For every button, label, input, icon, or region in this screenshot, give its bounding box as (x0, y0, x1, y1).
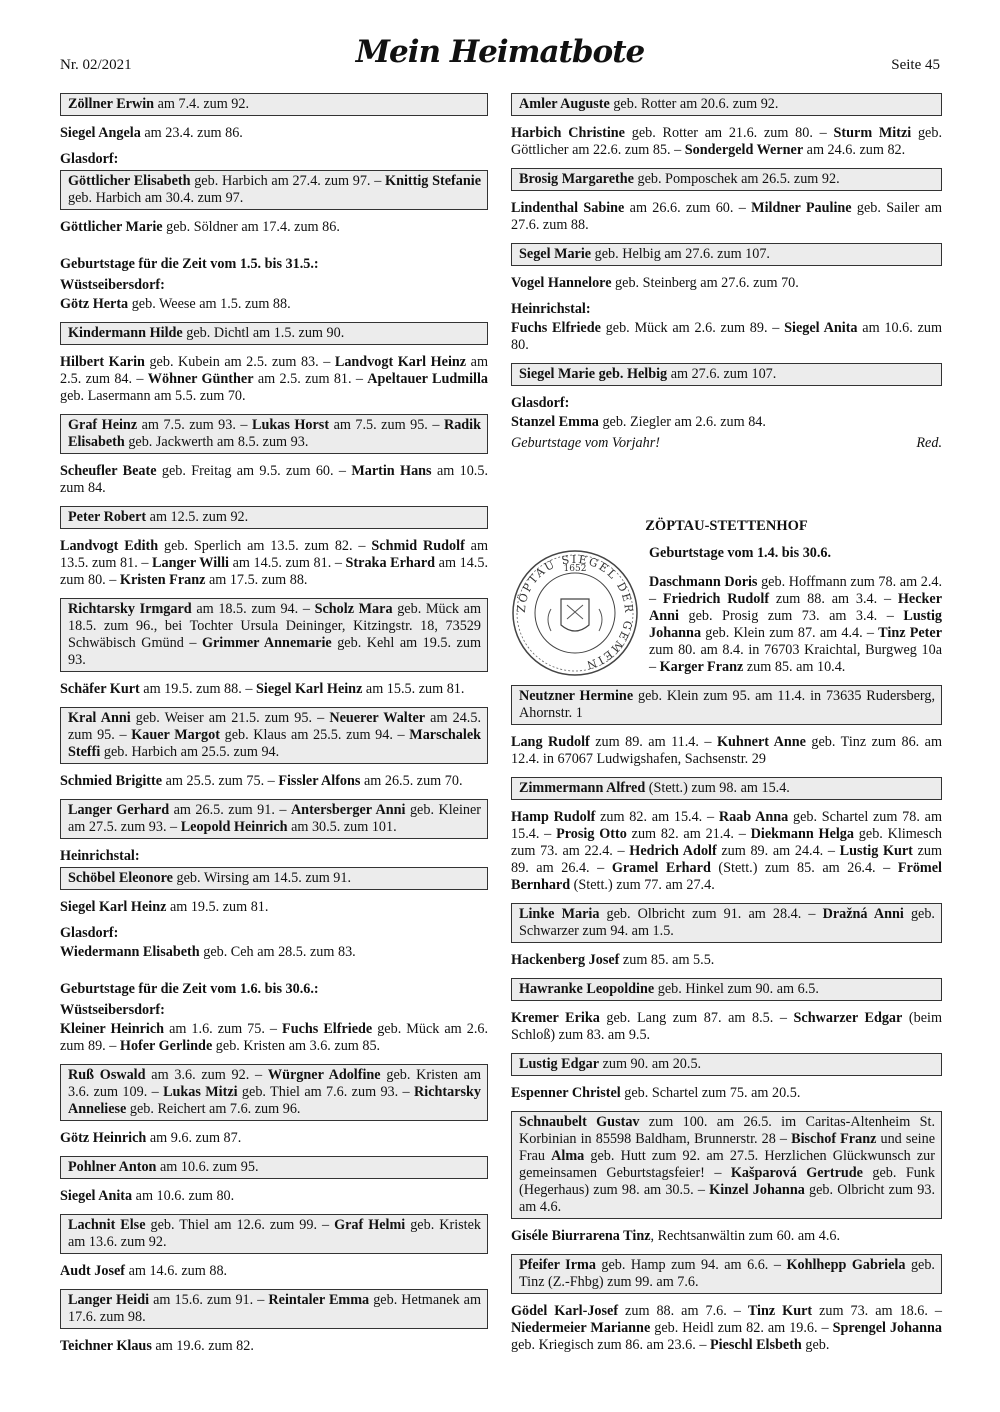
birthday-box: Linke Maria geb. Olbricht zum 91. am 28.4. – Dražná Anni geb. Schwarzer zum 94. am 1.5. (511, 903, 942, 943)
zoeptau-intro (511, 545, 942, 685)
section-heading: Geburtstage für die Zeit vom 1.6. bis 30.6.: (60, 981, 319, 997)
location-heading: Heinrichstal: (60, 848, 140, 864)
location-heading: Glasdorf: (60, 925, 119, 941)
birthday-box: Peter Robert am 12.5. zum 92. (60, 506, 488, 529)
birthday-entry: Gödel Karl-Josef zum 88. am 7.6. – Tinz Kurt zum 73. am 18.6. – Niedermeier Marianne geb. Heidl zum 82. am 19.6. – Sprengel Johanna geb. Kriegisch zum 86. am 23.6. – Pieschl Elsbeth geb. (511, 1303, 943, 1353)
birthday-entry: Hamp Rudolf zum 82. am 15.4. – Raab Anna geb. Schartel zum 78. am 15.4. – Prosig Otto zum 82. am 21.4. – Diekmann Helga geb. Klimesch zum 73. am 22.4. – Hedrich Adolf zum 89. am 24.4. – Lustig Kurt zum 89. am 26.4. – Gramel Erhard (Stett.) zum 85. am 26.4. – Frömel Bernhard (Stett.) zum 77. am 27.4. (511, 809, 943, 893)
birthday-box: Langer Heidi am 15.6. zum 91. – Reintaler Emma geb. Hetmanek am 17.6. zum 98. (60, 1289, 488, 1329)
birthday-entry: Siegel Angela am 23.4. zum 86. (60, 125, 243, 141)
birthday-box: Segel Marie geb. Helbig am 27.6. zum 107. (511, 243, 942, 266)
birthday-box: Pfeifer Irma geb. Hamp zum 94. am 6.6. – Kohlhepp Gabriela geb. Tinz (Z.-Fhbg) zum 99. am 7.6. (511, 1254, 942, 1294)
birthday-box: Kral Anni geb. Weiser am 21.5. zum 95. – Neuerer Walter am 24.5. zum 95. – Kauer Margot geb. Klaus am 25.5. zum 94. – Marschalek Steffi geb. Harbich am 25.5. zum 94. (60, 707, 488, 764)
birthday-entry: Lang Rudolf zum 89. am 11.4. – Kuhnert Anne geb. Tinz zum 86. am 12.4. in 67067 Ludwigshafen, Sachsenstr. 29 (511, 734, 942, 767)
birthday-entry: Siegel Anita am 10.6. zum 80. (60, 1188, 235, 1204)
birthday-entry: Harbich Christine geb. Rotter am 21.6. zum 80. – Sturm Mitzi geb. Göttlicher am 22.6. zum 85. – Sondergeld Werner am 24.6. zum 82. (511, 125, 942, 158)
left-column (60, 93, 488, 1364)
birthday-entry: Kleiner Heinrich am 1.6. zum 75. – Fuchs Elfriede geb. Mück am 2.6. zum 89. – Hofer Gerlinde geb. Kristen am 3.6. zum 85. (60, 1021, 489, 1054)
page-number: Seite 45 (891, 57, 940, 73)
birthday-box: Kindermann Hilde geb. Dichtl am 1.5. zum 90. (60, 322, 488, 345)
birthday-box: Pohlner Anton am 10.6. zum 95. (60, 1156, 488, 1179)
note-text: Geburtstage vom Vorjahr! (511, 435, 660, 451)
location-heading: Wüstseibersdorf: (60, 1002, 165, 1018)
birthday-box: Langer Gerhard am 26.5. zum 91. – Antersberger Anni geb. Kleiner am 27.5. zum 93. – Leopold Heinrich am 30.5. zum 101. (60, 799, 488, 839)
birthday-entry: Stanzel Emma geb. Ziegler am 2.6. zum 84. (511, 414, 766, 430)
seal-year: 1652 (563, 564, 587, 574)
birthday-entry: Göttlicher Marie geb. Söldner am 17.4. zum 86. (60, 219, 340, 235)
birthday-entry: Landvogt Edith geb. Sperlich am 13.5. zum 82. – Schmid Rudolf am 13.5. zum 81. – Langer Willi am 14.5. zum 81. – Straka Erhard am 14.5. zum 80. – Kristen Franz am 17.5. zum 88. (60, 538, 489, 588)
birthday-entry: Kremer Erika geb. Lang zum 87. am 8.5. – Schwarzer Edgar (beim Schloß) zum 83. am 9.5. (511, 1010, 943, 1043)
birthday-entry: Espenner Christel geb. Schartel zum 75. am 20.5. (511, 1085, 801, 1101)
birthday-entry: Schmied Brigitte am 25.5. zum 75. – Fissler Alfons am 26.5. zum 70. (60, 773, 463, 789)
birthday-entry: Hilbert Karin geb. Kubein am 2.5. zum 83. – Landvogt Karl Heinz am 2.5. zum 84. – Wöhner Günther am 2.5. zum 81. – Apeltauer Ludmilla geb. Lasermann am 5.5. zum 70. (60, 354, 488, 404)
page-header (60, 30, 940, 80)
birthday-box: Graf Heinz am 7.5. zum 93. – Lukas Horst am 7.5. zum 95. – Radik Elisabeth geb. Jackwerth am 8.5. zum 93. (60, 414, 488, 454)
birthday-box: Lachnit Else geb. Thiel am 12.6. zum 99. – Graf Helmi geb. Kristek am 13.6. zum 92. (60, 1214, 488, 1254)
birthday-box: Ruß Oswald am 3.6. zum 92. – Würgner Adolfine geb. Kristen am 3.6. zum 109. – Lukas Mitzi geb. Thiel am 7.6. zum 93. – Richtarsky Anneliese geb. Reichert am 7.6. zum 96. (60, 1064, 488, 1121)
zoeptau-subheading: Geburtstage vom 1.4. bis 30.6. (649, 545, 832, 561)
birthday-box: Richtarsky Irmgard am 18.5. zum 94. – Scholz Mara geb. Mück am 18.5. zum 96., bei Tochter Ursula Deininger, Kitzingstr. 18, 73529 Schwäbisch Gmünd – Grimmer Annemarie geb. Kehl am 19.5. zum 93. (60, 598, 488, 672)
birthday-entry: Schäfer Kurt am 19.5. zum 88. – Siegel Karl Heinz am 15.5. zum 81. (60, 681, 465, 697)
birthday-entry: Audt Josef am 14.6. zum 88. (60, 1263, 228, 1279)
seal-inscription: ZÖPTAU SIEGEL DER GEMEIN (514, 552, 636, 673)
birthday-entry: Teichner Klaus am 19.6. zum 82. (60, 1338, 254, 1354)
issue-number: Nr. 02/2021 (60, 57, 132, 73)
birthday-box: Göttlicher Elisabeth geb. Harbich am 27.4. zum 97. – Knittig Stefanie geb. Harbich am 30.4. zum 97. (60, 170, 488, 210)
location-heading: Glasdorf: (60, 151, 119, 167)
birthday-box: Zöllner Erwin am 7.4. zum 92. (60, 93, 488, 116)
right-column (511, 93, 942, 1363)
birthday-entry: Lindenthal Sabine am 26.6. zum 60. – Mildner Pauline geb. Sailer am 27.6. zum 88. (511, 200, 942, 233)
birthday-entry: Siegel Karl Heinz am 19.5. zum 81. (60, 899, 269, 915)
editor-note (511, 435, 942, 452)
birthday-entry: Giséle Biurrarena Tinz, Rechtsanwältin zum 60. am 4.6. (511, 1228, 841, 1244)
birthday-entry: Fuchs Elfriede geb. Mück am 2.6. zum 89. – Siegel Anita am 10.6. zum 80. (511, 320, 942, 353)
birthday-box: Hawranke Leopoldine geb. Hinkel zum 90. am 6.5. (511, 978, 942, 1001)
municipal-seal-icon (511, 549, 639, 677)
location-heading: Wüstseibersdorf: (60, 277, 165, 293)
birthday-box: Zimmermann Alfred (Stett.) zum 98. am 15.4. (511, 777, 942, 800)
birthday-entry: Wiedermann Elisabeth geb. Ceh am 28.5. zum 83. (60, 944, 356, 960)
section-heading: Geburtstage für die Zeit vom 1.5. bis 31.5.: (60, 256, 319, 272)
birthday-box: Lustig Edgar zum 90. am 20.5. (511, 1053, 942, 1076)
birthday-entry: Götz Heinrich am 9.6. zum 87. (60, 1130, 242, 1146)
birthday-entry: Hackenberg Josef zum 85. am 5.5. (511, 952, 715, 968)
birthday-box: Neutzner Hermine geb. Klein zum 95. am 11.4. in 73635 Rudersberg, Ahornstr. 1 (511, 685, 942, 725)
birthday-box: Amler Auguste geb. Rotter am 20.6. zum 92. (511, 93, 942, 116)
birthday-entry: Daschmann Doris geb. Hoffmann zum 78. am 2.4. – Friedrich Rudolf zum 88. am 3.4. – Hecker Anni geb. Prosig zum 73. am 3.4. – Lustig Johanna geb. Klein zum 87. am 4.4. – Tinz Peter zum 80. am 8.4. in 76703 Kraichtal, Burgweg 10a – Karger Franz zum 85. am 10.4. (649, 574, 943, 675)
zoeptau-heading: ZÖPTAU-STETTENHOF (645, 518, 808, 534)
birthday-box: Schöbel Eleonore geb. Wirsing am 14.5. zum 91. (60, 867, 488, 890)
editor-signature: Red. (916, 435, 942, 451)
masthead-logo: Mein Heimatbote (355, 34, 645, 70)
birthday-entry: Vogel Hannelore geb. Steinberg am 27.6. zum 70. (511, 275, 799, 291)
birthday-box: Schnaubelt Gustav zum 100. am 26.5. im Caritas-Altenheim St. Korbinian in 85598 Baldham, Brunnerstr. 28 – Bischof Franz und seine Frau Alma geb. Hutt zum 92. am 27.5. Herzlichen Glückwunsch zur gemeinsamen Geburtstagsfeier! – Kašparová Gertrude geb. Funk (Hegerhaus) zum 98. am 30.5. – Kinzel Johanna geb. Olbricht zum 93. am 4.6. (511, 1111, 942, 1219)
birthday-box: Brosig Margarethe geb. Pomposchek am 26.5. zum 92. (511, 168, 942, 191)
location-heading: Heinrichstal: (511, 301, 591, 317)
birthday-entry: Scheufler Beate geb. Freitag am 9.5. zum 60. – Martin Hans am 10.5. zum 84. (60, 463, 488, 496)
birthday-box: Siegel Marie geb. Helbig am 27.6. zum 107. (511, 363, 942, 386)
location-heading: Glasdorf: (511, 395, 570, 411)
birthday-entry: Götz Herta geb. Weese am 1.5. zum 88. (60, 296, 291, 312)
